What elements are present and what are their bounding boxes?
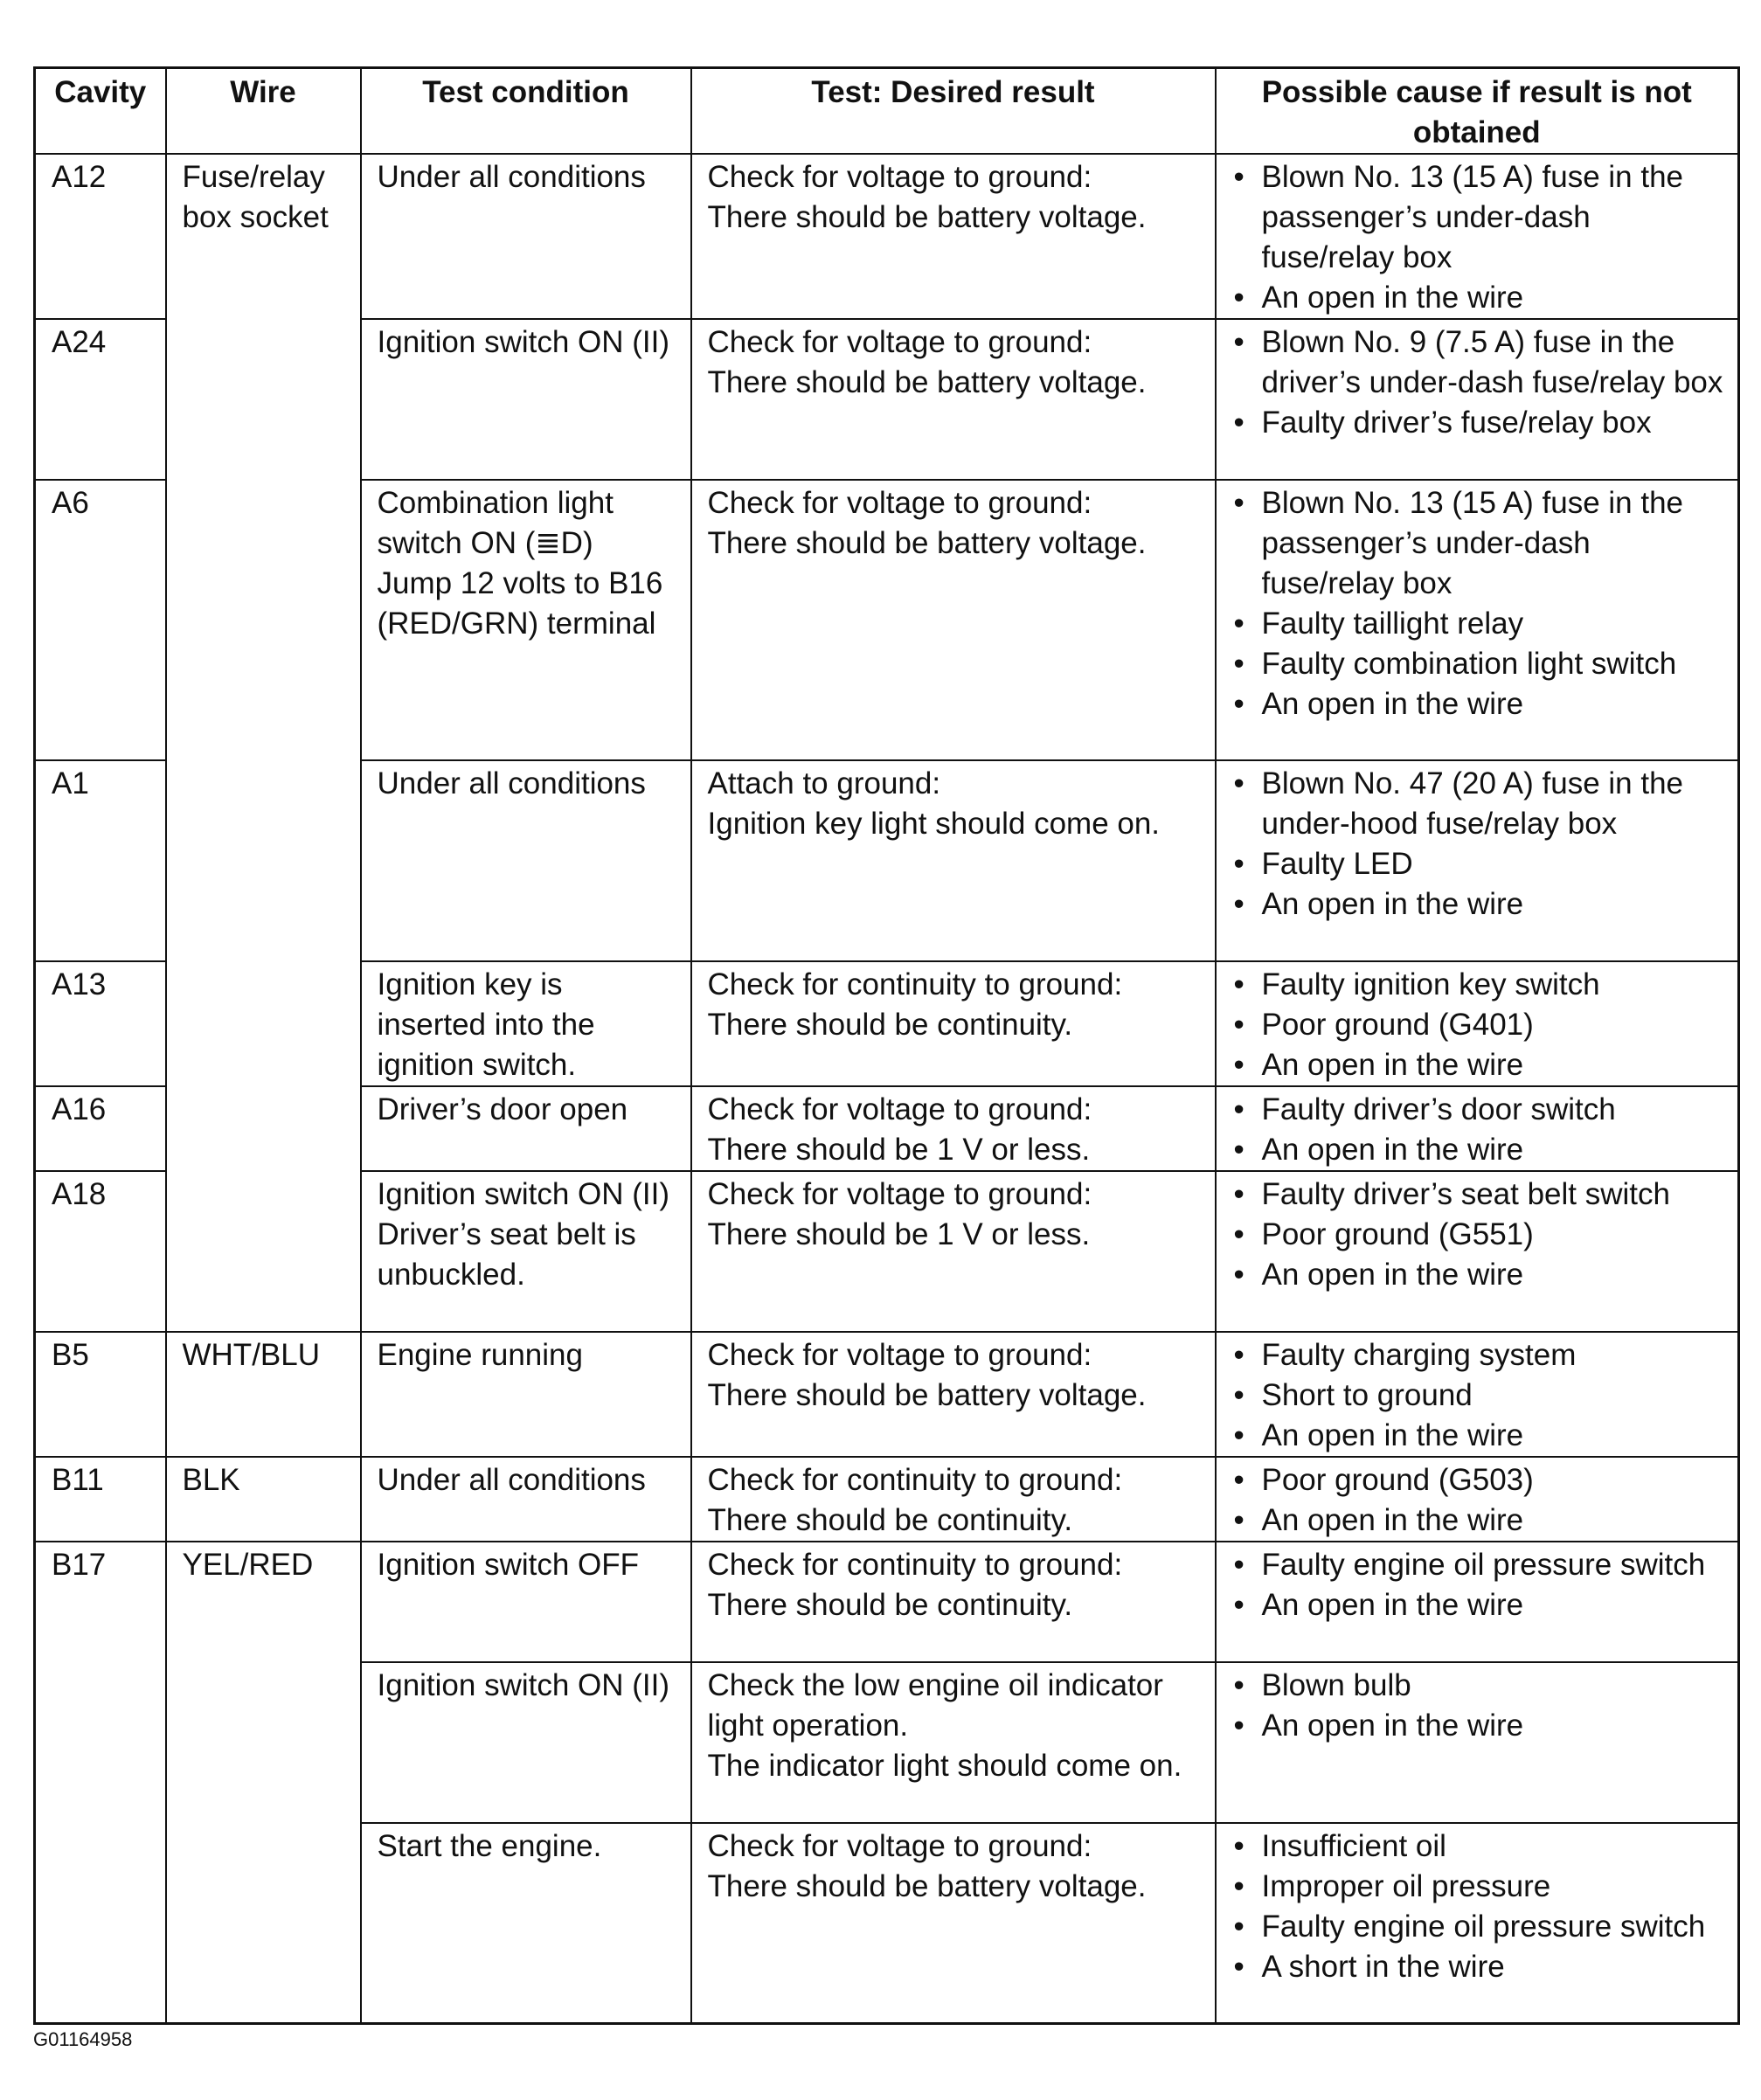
cause-list: [1232, 1175, 1726, 1295]
cavity-cell: A16: [35, 1086, 166, 1171]
result-line: Check for voltage to ground:: [707, 1829, 1092, 1863]
cause-list: [1232, 1090, 1726, 1170]
cause-list: [1232, 764, 1726, 925]
result-line: There should be battery voltage.: [707, 200, 1147, 234]
cause-item: • Faulty engine oil pressure switch: [1232, 1545, 1726, 1585]
cause-cell: [1216, 760, 1739, 961]
cause-cell: [1216, 154, 1739, 319]
condition-line: Ignition switch OFF: [377, 1548, 640, 1582]
cause-cell: [1216, 1171, 1739, 1332]
table-row: [35, 1332, 1739, 1457]
result-line: There should be battery voltage.: [707, 365, 1147, 399]
result-cell: [691, 154, 1216, 319]
result-line: Check for continuity to ground:: [707, 1548, 1123, 1582]
result-line: There should be continuity.: [707, 1588, 1073, 1622]
condition-line: Driver’s door open: [377, 1092, 628, 1126]
result-cell: [691, 1171, 1216, 1332]
cause-item: • An open in the wire: [1232, 1045, 1726, 1085]
condition-cell: [361, 319, 691, 480]
cavity-cell: B11: [35, 1457, 166, 1542]
cause-cell: [1216, 1662, 1739, 1823]
cause-item: • Faulty LED: [1232, 844, 1726, 884]
result-cell: [691, 1332, 1216, 1457]
cause-item: • Short to ground: [1232, 1376, 1726, 1416]
condition-line: Driver’s seat belt is unbuckled.: [377, 1217, 636, 1292]
cause-item: • Insufficient oil: [1232, 1826, 1726, 1867]
cause-item: • Blown No. 47 (20 A) fuse in the under-hood fuse/relay box: [1232, 764, 1726, 844]
wire-cell: Fuse/relay box socket: [166, 154, 361, 1332]
result-cell: [691, 961, 1216, 1086]
result-line: There should be battery voltage.: [707, 1869, 1147, 1903]
cause-list: [1232, 483, 1726, 724]
cause-item: • Blown No. 13 (15 A) fuse in the passenger’s under-dash fuse/relay box: [1232, 483, 1726, 604]
cause-item: • An open in the wire: [1232, 1500, 1726, 1541]
condition-cell: [361, 1332, 691, 1457]
condition-cell: [361, 1542, 691, 1662]
cause-item: • An open in the wire: [1232, 1416, 1726, 1456]
cause-list: [1232, 1826, 1726, 1987]
result-line: Check for voltage to ground:: [707, 160, 1092, 194]
result-line: Attach to ground:: [707, 766, 941, 800]
condition-cell: [361, 1457, 691, 1542]
result-line: Check for continuity to ground:: [707, 1463, 1123, 1497]
condition-cell: [361, 1086, 691, 1171]
condition-cell: [361, 480, 691, 760]
result-cell: [691, 1662, 1216, 1823]
cause-list: [1232, 322, 1726, 443]
cause-item: • An open in the wire: [1232, 1585, 1726, 1625]
condition-cell: [361, 760, 691, 961]
cause-list: [1232, 965, 1726, 1085]
table-header-row: [35, 68, 1739, 155]
condition-line: Ignition switch ON (II): [377, 325, 670, 359]
condition-line: Under all conditions: [377, 160, 646, 194]
wire-cell: YEL/RED: [166, 1542, 361, 2023]
result-line: Check for continuity to ground:: [707, 967, 1123, 1001]
cause-item: • Faulty charging system: [1232, 1335, 1726, 1376]
cause-item: • An open in the wire: [1232, 278, 1726, 318]
cause-item: • An open in the wire: [1232, 684, 1726, 724]
diagnostic-table: [33, 66, 1740, 2025]
cavity-cell: A18: [35, 1171, 166, 1332]
cause-list: [1232, 1335, 1726, 1456]
result-cell: [691, 319, 1216, 480]
condition-line: Ignition switch ON (II): [377, 1668, 670, 1702]
cause-item: • Faulty driver’s fuse/relay box: [1232, 403, 1726, 443]
result-line: There should be 1 V or less.: [707, 1133, 1091, 1167]
cause-cell: [1216, 961, 1739, 1086]
cause-item: • Faulty ignition key switch: [1232, 965, 1726, 1005]
header-test-condition: Test condition: [361, 68, 691, 155]
condition-cell: [361, 961, 691, 1086]
condition-line: Jump 12 volts to B16 (RED/GRN) terminal: [377, 566, 663, 641]
cause-item: • Faulty engine oil pressure switch: [1232, 1907, 1726, 1947]
wire-cell: WHT/BLU: [166, 1332, 361, 1457]
cause-item: • Faulty driver’s seat belt switch: [1232, 1175, 1726, 1215]
cause-cell: [1216, 319, 1739, 480]
cause-item: • Poor ground (G401): [1232, 1005, 1726, 1045]
cavity-cell: A1: [35, 760, 166, 961]
condition-line: Under all conditions: [377, 766, 646, 800]
cause-item: • Blown bulb: [1232, 1666, 1726, 1706]
cause-list: [1232, 157, 1726, 318]
condition-cell: [361, 1662, 691, 1823]
condition-line: Ignition switch ON (II): [377, 1177, 670, 1211]
condition-line: Start the engine.: [377, 1829, 602, 1863]
cause-item: • An open in the wire: [1232, 1255, 1726, 1295]
result-cell: [691, 1542, 1216, 1662]
header-wire: Wire: [166, 68, 361, 155]
result-cell: [691, 480, 1216, 760]
table-row: [35, 1457, 1739, 1542]
table-row: [35, 154, 1739, 319]
condition-line: Under all conditions: [377, 1463, 646, 1497]
cause-item: • A short in the wire: [1232, 1947, 1726, 1987]
header-possible-cause: Possible cause if result is not obtained: [1216, 68, 1739, 155]
result-line: There should be continuity.: [707, 1008, 1073, 1042]
header-desired-result: Test: Desired result: [691, 68, 1216, 155]
result-line: Check for voltage to ground:: [707, 1177, 1092, 1211]
result-line: Ignition key light should come on.: [707, 807, 1161, 841]
cause-item: • Faulty driver’s door switch: [1232, 1090, 1726, 1130]
result-line: Check for voltage to ground:: [707, 1338, 1092, 1372]
condition-cell: [361, 1171, 691, 1332]
condition-line: Ignition key is inserted into the ignition switch.: [377, 967, 595, 1082]
result-line: Check for voltage to ground:: [707, 325, 1092, 359]
result-line: There should be battery voltage.: [707, 526, 1147, 560]
result-cell: [691, 1086, 1216, 1171]
table-row: [35, 1542, 1739, 1662]
result-line: There should be 1 V or less.: [707, 1217, 1091, 1251]
cavity-cell: B17: [35, 1542, 166, 2023]
result-cell: [691, 760, 1216, 961]
result-line: The indicator light should come on.: [707, 1749, 1182, 1783]
result-line: Check for voltage to ground:: [707, 486, 1092, 520]
cavity-cell: A24: [35, 319, 166, 480]
cause-cell: [1216, 480, 1739, 760]
cause-item: • Faulty taillight relay: [1232, 604, 1726, 644]
cause-list: [1232, 1666, 1726, 1746]
result-line: There should be battery voltage.: [707, 1378, 1147, 1412]
cause-item: • Blown No. 9 (7.5 A) fuse in the driver’s under-dash fuse/relay box: [1232, 322, 1726, 403]
cavity-cell: A6: [35, 480, 166, 760]
cavity-cell: A13: [35, 961, 166, 1086]
cause-item: • Blown No. 13 (15 A) fuse in the passenger’s under-dash fuse/relay box: [1232, 157, 1726, 278]
cavity-cell: A12: [35, 154, 166, 319]
result-line: Check the low engine oil indicator light operation.: [707, 1668, 1163, 1743]
cause-item: • Faulty combination light switch: [1232, 644, 1726, 684]
cause-item: • An open in the wire: [1232, 1706, 1726, 1746]
cause-cell: [1216, 1332, 1739, 1457]
cause-cell: [1216, 1086, 1739, 1171]
wire-cell: BLK: [166, 1457, 361, 1542]
diagnostic-table-sheet: [33, 66, 1737, 2007]
cause-item: • An open in the wire: [1232, 884, 1726, 925]
cause-item: • Poor ground (G503): [1232, 1460, 1726, 1500]
cause-list: [1232, 1460, 1726, 1541]
cavity-cell: B5: [35, 1332, 166, 1457]
cause-item: • Poor ground (G551): [1232, 1215, 1726, 1255]
cause-item: • Improper oil pressure: [1232, 1867, 1726, 1907]
cause-item: • An open in the wire: [1232, 1130, 1726, 1170]
condition-cell: [361, 154, 691, 319]
condition-line: Engine running: [377, 1338, 583, 1372]
cause-cell: [1216, 1457, 1739, 1542]
figure-code: G01164958: [33, 2028, 133, 2050]
result-cell: [691, 1457, 1216, 1542]
cause-list: [1232, 1545, 1726, 1625]
condition-cell: [361, 1823, 691, 2023]
header-cavity: Cavity: [35, 68, 166, 155]
condition-line: Combination light switch ON (≣D): [377, 486, 614, 560]
cause-cell: [1216, 1542, 1739, 1662]
result-line: Check for voltage to ground:: [707, 1092, 1092, 1126]
result-line: There should be continuity.: [707, 1503, 1073, 1537]
cause-cell: [1216, 1823, 1739, 2023]
result-cell: [691, 1823, 1216, 2023]
